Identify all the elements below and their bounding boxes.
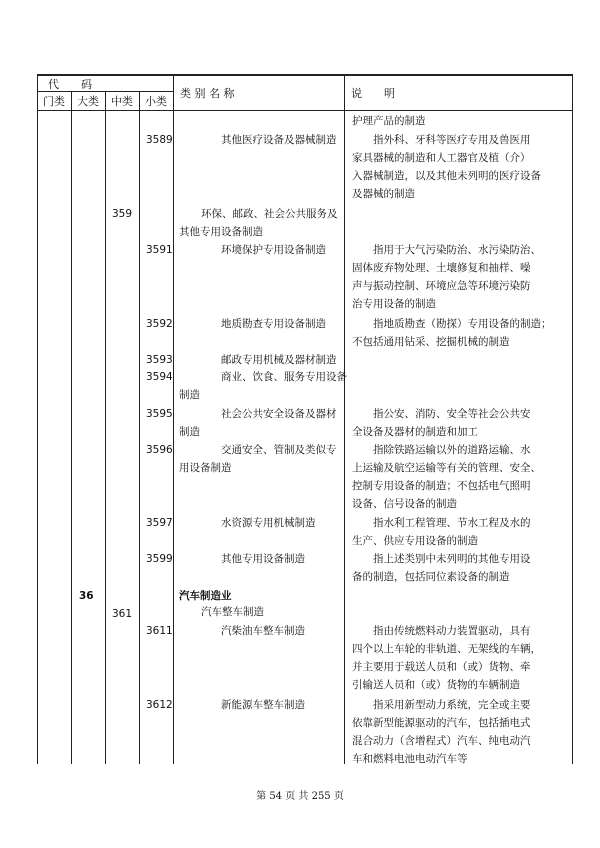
col-divider-men [71,91,72,764]
code-3593: 3593 [146,354,173,366]
header-men: 门类 [43,95,65,108]
desc-3597-2: 生产、供应专用设备的制造 [352,535,478,547]
name-359-1: 环保、邮政、社会公共服务及 [201,208,338,220]
table-top-border [37,74,573,76]
name-3592: 地质勘查专用设备制造 [221,318,326,330]
name-3596-2: 用设备制造 [179,462,232,474]
code-36: 36 [79,590,94,602]
header-bottom-line [37,110,573,111]
desc-3599-1: 指上述类别中未列明的其他专用设 [373,553,531,565]
desc-3595-1: 指公安、消防、安全等社会公共安 [373,408,531,420]
header-code: 代 码 [48,78,92,91]
header-desc: 说 明 [351,87,395,100]
desc-3591-4: 治专用设备的制造 [352,298,436,310]
desc-3589-2: 家具器械的制造和人工器官及植（介） [352,152,531,164]
code-3595: 3595 [146,408,173,420]
name-3611: 汽柴油车整车制造 [221,625,305,637]
name-3599: 其他专用设备制造 [221,553,305,565]
code-359: 359 [112,208,133,220]
name-359-2: 其他专用设备制造 [179,226,263,238]
code-3599: 3599 [146,553,173,565]
desc-3611-2: 四个以上车轮的非轨道、无架线的车辆， [352,643,541,655]
header-xiao: 小类 [145,95,167,108]
desc-3589-4: 及器械的制造 [352,188,415,200]
desc-3589-3: 入器械制造，以及其他未列明的医疗设备 [352,170,541,182]
desc-3611-4: 引输送人员和（或）货物的车辆制造 [352,679,520,691]
desc-3596-4: 设备、信号设备的制造 [352,498,457,510]
code-3611: 3611 [146,625,173,637]
desc-3611-1: 指由传统燃料动力装置驱动，具有 [373,625,531,637]
code-3597: 3597 [146,517,173,529]
name-3591: 环境保护专用设备制造 [221,244,326,256]
name-3589: 其他医疗设备及器械制造 [221,134,337,146]
desc-3597-1: 指水利工程管理、节水工程及水的 [373,517,531,529]
desc-3612-4: 车和燃料电池电动汽车等 [352,753,468,765]
header-zhong: 中类 [111,95,133,108]
code-361: 361 [112,608,133,620]
code-3596: 3596 [146,444,173,456]
page-footer: 第 54 页 共 255 页 [256,791,344,802]
desc-3612-3: 混合动力（含增程式）汽车、纯电动汽 [352,735,531,747]
desc-3612-2: 依靠新型能源驱动的汽车，包括插电式 [352,717,531,729]
col-divider-xiao [173,74,174,764]
desc-3592-1: 指地质勘查（勘探）专用设备的制造； [373,318,552,330]
name-3596-1: 交通安全、管制及类似专 [221,444,337,456]
name-3612: 新能源车整车制造 [221,699,305,711]
desc-3596-2: 上运输及航空运输等有关的管理、安全、 [352,462,541,474]
name-3594-1: 商业、饮食、服务专用设备 [221,371,347,383]
col-divider-da [105,91,106,764]
desc-3589-1: 指外科、牙科等医疗专用及兽医用 [373,134,531,146]
code-3612: 3612 [146,699,173,711]
desc-3592-2: 不包括通用钻采、挖掘机械的制造 [352,336,510,348]
code-3592: 3592 [146,318,173,330]
desc-3596-3: 控制专用设备的制造；不包括电气照明 [352,480,531,492]
header-name: 类 别 名 称 [180,87,235,100]
code-3589: 3589 [146,134,173,146]
desc-3596-1: 指除铁路运输以外的道路运输、水 [373,444,531,456]
name-36: 汽车制造业 [179,590,232,602]
desc-3599-2: 备的制造，包括同位素设备的制造 [352,571,510,583]
desc-3591-1: 指用于大气污染防治、水污染防治、 [373,244,541,256]
desc-line: 护理产品的制造 [352,115,426,127]
desc-3591-3: 声与振动控制、环境应急等环境污染防 [352,280,531,292]
name-3597: 水资源专用机械制造 [221,517,316,529]
name-3594-2: 制造 [179,389,200,401]
desc-3611-3: 并主要用于载送人员和（或）货物、牵 [352,661,531,673]
desc-3612-1: 指采用新型动力系统，完全或主要 [373,699,531,711]
col-divider-name [344,74,345,764]
code-3591: 3591 [146,244,173,256]
name-3593: 邮政专用机械及器材制造 [221,354,337,366]
name-3595-2: 制造 [179,426,200,438]
header-da: 大类 [77,95,99,108]
table-right-border [572,74,573,764]
name-361: 汽车整车制造 [201,606,264,618]
desc-3595-2: 全设备及器材的制造和加工 [352,426,478,438]
table-left-border [37,74,38,764]
desc-3591-2: 固体废弃物处理、土壤修复和抽样、噪 [352,262,531,274]
code-3594: 3594 [146,371,173,383]
name-3595-1: 社会公共安全设备及器材 [221,408,337,420]
col-divider-zhong [139,91,140,764]
